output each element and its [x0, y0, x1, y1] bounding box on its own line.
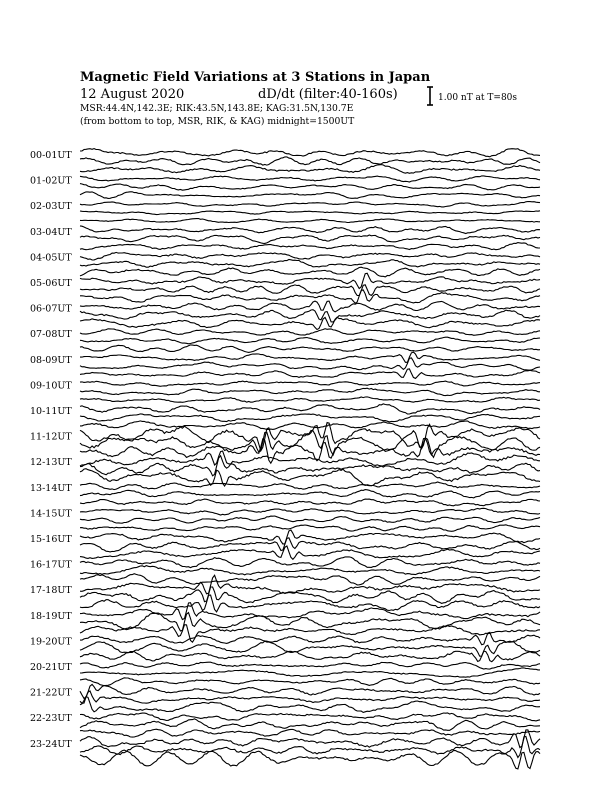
trace-05-06ut-kag — [80, 273, 540, 288]
trace-14-15ut-kag — [80, 508, 540, 515]
trace-23-24ut-rik — [80, 737, 540, 758]
trace-01-02ut-rik — [80, 184, 540, 191]
hour-label-08-09ut: 08-09UT — [30, 354, 72, 366]
trace-22-23ut-rik — [80, 719, 540, 730]
hour-label-20-21ut: 20-21UT — [30, 662, 72, 673]
trace-08-09ut-kag — [80, 352, 540, 362]
trace-01-02ut-kag — [80, 176, 540, 182]
trace-02-03ut-msr — [80, 219, 540, 223]
trace-16-17ut-rik — [80, 566, 540, 575]
trace-02-03ut-kag — [80, 202, 540, 207]
hour-label-07-08ut: 07-08UT — [30, 329, 72, 341]
trace-03-04ut-msr — [80, 243, 540, 250]
trace-12-13ut-kag — [80, 451, 540, 466]
hour-label-00-01ut: 00-01UT — [30, 150, 72, 161]
chart-date: 12 August 2020 — [80, 87, 185, 102]
hour-label-19-20ut: 19-20UT — [30, 636, 72, 648]
hour-label-03-04ut: 03-04UT — [30, 226, 72, 238]
hour-labels — [30, 150, 72, 750]
trace-07-08ut-kag — [80, 329, 540, 336]
hour-label-05-06ut: 05-06UT — [30, 278, 72, 289]
trace-04-05ut-rik — [80, 260, 540, 268]
station-order-note: (from bottom to top, MSR, RIK, & KAG) midnight=1500UT — [80, 116, 355, 127]
trace-10-11ut-rik — [80, 414, 540, 422]
trace-13-14ut-msr — [80, 499, 540, 506]
trace-09-10ut-msr — [80, 397, 540, 402]
trace-14-15ut-msr — [80, 525, 540, 532]
trace-14-15ut-rik — [80, 516, 540, 523]
trace-03-04ut-kag — [80, 226, 540, 234]
trace-17-18ut-msr — [80, 595, 540, 612]
trace-22-23ut-kag — [80, 713, 540, 721]
trace-10-11ut-kag — [80, 404, 540, 414]
trace-10-11ut-msr — [80, 421, 540, 430]
trace-09-10ut-rik — [80, 388, 540, 395]
trace-18-19ut-kag — [80, 603, 540, 620]
hour-label-01-02ut: 01-02UT — [30, 175, 72, 187]
trace-01-02ut-msr — [80, 192, 540, 199]
trace-06-07ut-msr — [80, 317, 540, 329]
trace-20-21ut-msr — [80, 678, 540, 686]
trace-22-23ut-msr — [80, 729, 540, 737]
trace-13-14ut-rik — [80, 490, 540, 498]
trace-20-21ut-kag — [80, 662, 540, 669]
hour-label-12-13ut: 12-13UT — [30, 457, 72, 469]
trace-07-08ut-msr — [80, 345, 540, 353]
hour-label-17-18ut: 17-18UT — [30, 585, 72, 597]
hour-label-14-15ut: 14-15UT — [30, 508, 72, 520]
trace-06-07ut-rik — [80, 310, 540, 322]
trace-09-10ut-kag — [80, 381, 540, 386]
trace-00-01ut-msr — [80, 165, 540, 174]
trace-02-03ut-rik — [80, 211, 540, 215]
trace-11-12ut-msr — [80, 438, 540, 463]
trace-16-17ut-msr — [80, 574, 540, 585]
station-coordinates: MSR:44.4N,142.3E; RIK:43.5N,143.8E; KAG:31.5N,130.7E — [80, 103, 354, 114]
hour-label-10-11ut: 10-11UT — [30, 406, 72, 417]
hour-label-09-10ut: 09-10UT — [30, 380, 72, 392]
chart-filter-label: dD/dt (filter:40-160s) — [258, 87, 398, 102]
hour-label-11-12ut: 11-12UT — [30, 431, 72, 443]
trace-04-05ut-kag — [80, 252, 540, 260]
hour-label-02-03ut: 02-03UT — [30, 201, 72, 213]
trace-04-05ut-msr — [80, 267, 540, 277]
trace-12-13ut-msr — [80, 469, 540, 486]
trace-15-16ut-msr — [80, 546, 540, 559]
trace-19-20ut-msr — [80, 651, 540, 662]
trace-19-20ut-kag — [80, 632, 540, 644]
hour-label-21-22ut: 21-22UT — [30, 687, 72, 699]
scale-bar-label: 1.00 nT at T=80s — [438, 93, 518, 103]
scale-bar — [427, 87, 433, 105]
trace-20-21ut-rik — [80, 668, 540, 677]
station-traces — [80, 149, 540, 769]
hour-label-13-14ut: 13-14UT — [30, 482, 72, 494]
trace-07-08ut-rik — [80, 337, 540, 344]
hour-label-23-24ut: 23-24UT — [30, 738, 72, 750]
trace-08-09ut-msr — [80, 369, 540, 379]
trace-05-06ut-rik — [80, 285, 540, 296]
hour-label-22-23ut: 22-23UT — [30, 713, 72, 725]
trace-03-04ut-rik — [80, 235, 540, 243]
hour-label-06-07ut: 06-07UT — [30, 303, 72, 315]
trace-00-01ut-rik — [80, 157, 540, 165]
trace-00-01ut-kag — [80, 149, 540, 157]
chart-title: Magnetic Field Variations at 3 Stations in Japan — [80, 70, 431, 85]
trace-23-24ut-msr — [80, 750, 540, 769]
trace-15-16ut-kag — [80, 530, 540, 544]
trace-08-09ut-rik — [80, 358, 540, 370]
hour-label-18-19ut: 18-19UT — [30, 610, 72, 622]
trace-21-22ut-kag — [80, 684, 540, 698]
hour-label-16-17ut: 16-17UT — [30, 559, 72, 571]
trace-15-16ut-rik — [80, 538, 540, 552]
hour-label-15-16ut: 15-16UT — [30, 534, 72, 545]
trace-18-19ut-rik — [80, 613, 540, 631]
trace-13-14ut-kag — [80, 482, 540, 490]
trace-21-22ut-rik — [80, 691, 540, 703]
hour-label-04-05ut: 04-05UT — [30, 252, 72, 264]
